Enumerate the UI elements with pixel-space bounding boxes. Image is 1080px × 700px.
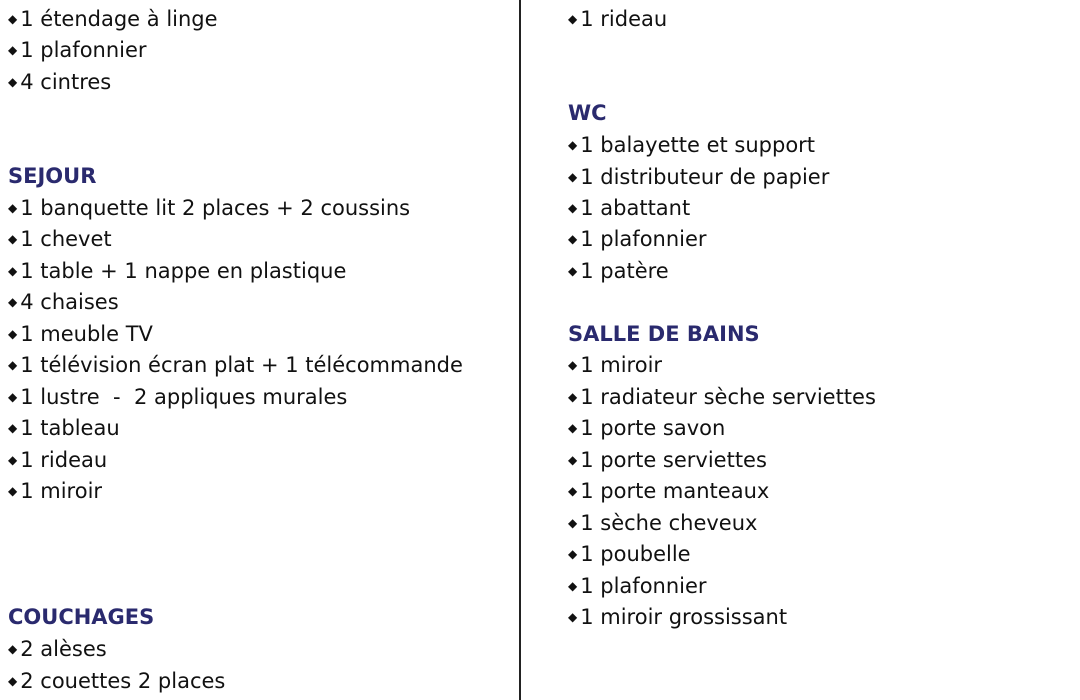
list-item: ◆ 1 porte serviettes	[568, 448, 767, 472]
list-item: ◆ 1 rideau	[8, 448, 108, 472]
list-item: ◆ 1 poubelle	[568, 542, 691, 566]
bullet-icon: ◆	[568, 12, 578, 26]
list-item: ◆ 2 alèses	[8, 637, 107, 661]
bullet-icon: ◆	[568, 232, 578, 246]
bullet-icon: ◆	[8, 295, 18, 309]
bullet-icon: ◆	[568, 138, 578, 152]
list-item: ◆ 1 balayette et support	[568, 133, 816, 157]
list-item: ◆ 1 distributeur de papier	[568, 165, 830, 189]
bullet-icon: ◆	[8, 43, 18, 57]
list-item: ◆ 1 plafonnier	[568, 227, 707, 251]
list-item: ◆ 4 chaises	[8, 290, 119, 314]
bullet-icon: ◆	[568, 358, 578, 372]
list-item: ◆ 1 plafonnier	[568, 574, 707, 598]
bullet-icon: ◆	[568, 170, 578, 184]
list-item: ◆ 1 miroir	[568, 353, 663, 377]
bullet-icon: ◆	[8, 75, 18, 89]
bullet-icon: ◆	[8, 421, 18, 435]
bullet-icon: ◆	[568, 390, 578, 404]
list-item: ◆ 1 porte manteaux	[568, 479, 770, 503]
list-item: ◆ 4 cintres	[8, 70, 112, 94]
bullet-icon: ◆	[8, 453, 18, 467]
bullet-icon: ◆	[8, 201, 18, 215]
list-item: ◆ 1 radiateur sèche serviettes	[568, 385, 876, 409]
bullet-icon: ◆	[568, 516, 578, 530]
list-item: ◆ 1 tableau	[8, 416, 120, 440]
list-item: ◆ 1 meuble TV	[8, 322, 153, 346]
list-item: ◆ 1 porte savon	[568, 416, 726, 440]
list-item: ◆ 1 rideau	[568, 7, 668, 31]
list-item: ◆ 1 patère	[568, 259, 669, 283]
list-item: ◆ 1 télévision écran plat + 1 télécommande	[8, 353, 463, 377]
section-heading-wc: WC	[568, 101, 607, 125]
list-item: ◆ 1 chevet	[8, 227, 112, 251]
bullet-icon: ◆	[8, 674, 18, 688]
section-heading-couchages: COUCHAGES	[8, 605, 155, 629]
section-heading-salle-de-bains: SALLE DE BAINS	[568, 322, 760, 346]
bullet-icon: ◆	[8, 12, 18, 26]
section-heading-sejour: SEJOUR	[8, 164, 97, 188]
bullet-icon: ◆	[568, 421, 578, 435]
bullet-icon: ◆	[568, 453, 578, 467]
bullet-icon: ◆	[568, 610, 578, 624]
list-item: ◆ 1 plafonnier	[8, 38, 147, 62]
list-item: ◆ 1 abattant	[568, 196, 691, 220]
bullet-icon: ◆	[568, 201, 578, 215]
bullet-icon: ◆	[8, 358, 18, 372]
list-item: ◆ 1 table + 1 nappe en plastique	[8, 259, 347, 283]
list-item: ◆ 1 miroir grossissant	[568, 605, 788, 629]
list-item: ◆ 1 sèche cheveux	[568, 511, 758, 535]
bullet-icon: ◆	[8, 264, 18, 278]
bullet-icon: ◆	[568, 264, 578, 278]
bullet-icon: ◆	[568, 484, 578, 498]
bullet-icon: ◆	[568, 547, 578, 561]
list-item: ◆ 1 lustre - 2 appliques murales	[8, 385, 348, 409]
list-item: ◆ 1 étendage à linge	[8, 7, 218, 31]
column-divider	[519, 0, 521, 700]
bullet-icon: ◆	[8, 642, 18, 656]
bullet-icon: ◆	[8, 484, 18, 498]
list-item: ◆ 2 couettes 2 places	[8, 669, 226, 693]
bullet-icon: ◆	[8, 232, 18, 246]
list-item: ◆ 1 banquette lit 2 places + 2 coussins	[8, 196, 411, 220]
bullet-icon: ◆	[568, 579, 578, 593]
bullet-icon: ◆	[8, 390, 18, 404]
bullet-icon: ◆	[8, 327, 18, 341]
list-item: ◆ 1 miroir	[8, 479, 103, 503]
